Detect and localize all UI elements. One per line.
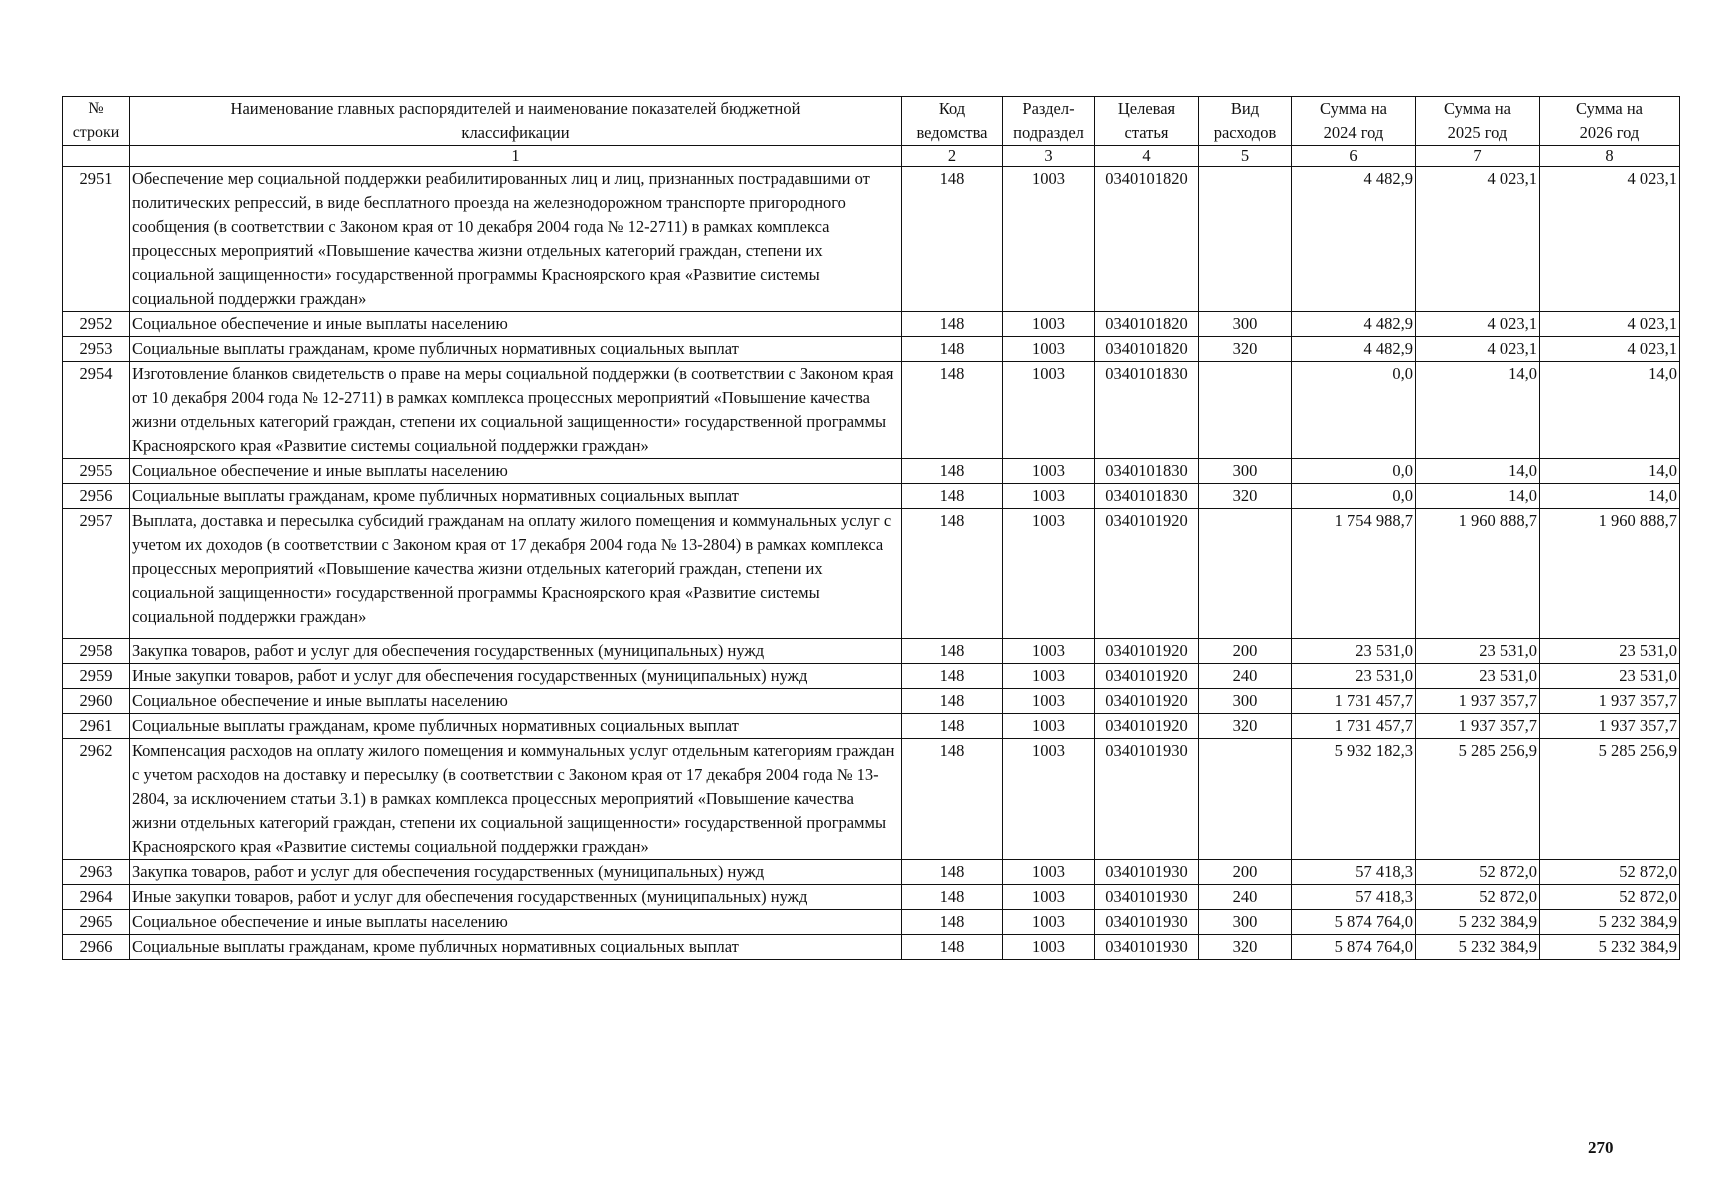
row-sum-2025: 4 023,1	[1416, 312, 1540, 337]
row-number: 2962	[63, 739, 130, 860]
row-dept-code: 148	[902, 509, 1003, 639]
row-target: 0340101920	[1095, 664, 1199, 689]
row-dept-code: 148	[902, 860, 1003, 885]
row-section: 1003	[1003, 639, 1095, 664]
row-sum-2025: 1 937 357,7	[1416, 714, 1540, 739]
row-section: 1003	[1003, 689, 1095, 714]
row-sum-2025: 5 232 384,9	[1416, 910, 1540, 935]
row-section: 1003	[1003, 860, 1095, 885]
row-expense-type: 200	[1199, 860, 1292, 885]
row-section: 1003	[1003, 484, 1095, 509]
row-name: Иные закупки товаров, работ и услуг для обеспечения государственных (муниципальных) нужд	[130, 664, 902, 689]
row-name: Социальное обеспечение и иные выплаты населению	[130, 910, 902, 935]
row-sum-2026: 52 872,0	[1540, 860, 1680, 885]
row-dept-code: 148	[902, 362, 1003, 459]
row-name: Закупка товаров, работ и услуг для обеспечения государственных (муниципальных) нужд	[130, 639, 902, 664]
row-expense-type	[1199, 362, 1292, 459]
header-row-no: № строки	[63, 97, 130, 146]
row-dept-code: 148	[902, 484, 1003, 509]
column-number	[63, 146, 130, 167]
row-number: 2958	[63, 639, 130, 664]
row-sum-2025: 5 232 384,9	[1416, 935, 1540, 960]
row-expense-type: 200	[1199, 639, 1292, 664]
table-row	[63, 639, 1680, 664]
row-sum-2026: 1 937 357,7	[1540, 689, 1680, 714]
table-row	[63, 167, 1680, 312]
row-number: 2960	[63, 689, 130, 714]
row-sum-2026: 1 960 888,7	[1540, 509, 1680, 639]
row-sum-2025: 14,0	[1416, 362, 1540, 459]
row-name: Социальные выплаты гражданам, кроме публичных нормативных социальных выплат	[130, 484, 902, 509]
table-row	[63, 312, 1680, 337]
row-dept-code: 148	[902, 935, 1003, 960]
table-row	[63, 509, 1680, 639]
row-dept-code: 148	[902, 664, 1003, 689]
row-sum-2025: 4 023,1	[1416, 337, 1540, 362]
row-name: Иные закупки товаров, работ и услуг для обеспечения государственных (муниципальных) нужд	[130, 885, 902, 910]
row-sum-2025: 5 285 256,9	[1416, 739, 1540, 860]
row-sum-2026: 5 232 384,9	[1540, 935, 1680, 960]
row-number: 2954	[63, 362, 130, 459]
row-sum-2025: 52 872,0	[1416, 860, 1540, 885]
row-target: 0340101930	[1095, 860, 1199, 885]
row-name: Компенсация расходов на оплату жилого помещения и коммунальных услуг отдельным категориям граждан с учетом расходов на доставку и пересылку (в соответствии с Законом края от 17 декабря 2004 года № 13-2804, за исключением статьи 3.1) в рамках комплекса процессных мероприятий «Повышение качества жизни отдельных категорий граждан, степени их социальной защищенности» государственной программы Красноярского края «Развитие системы социальной поддержки граждан»	[130, 739, 902, 860]
row-section: 1003	[1003, 885, 1095, 910]
row-target: 0340101930	[1095, 935, 1199, 960]
row-name: Изготовление бланков свидетельств о праве на меры социальной поддержки (в соответствии с Законом края от 10 декабря 2004 года № 12-2711) в рамках комплекса процессных мероприятий «Повышение качества жизни отдельных категорий граждан, степени их социальной защищенности» государственной программы Красноярского края «Развитие системы социальной поддержки граждан»	[130, 362, 902, 459]
row-target: 0340101830	[1095, 459, 1199, 484]
row-section: 1003	[1003, 167, 1095, 312]
row-name: Социальные выплаты гражданам, кроме публичных нормативных социальных выплат	[130, 337, 902, 362]
row-name: Закупка товаров, работ и услуг для обеспечения государственных (муниципальных) нужд	[130, 860, 902, 885]
row-sum-2024: 23 531,0	[1292, 664, 1416, 689]
row-section: 1003	[1003, 312, 1095, 337]
row-number: 2965	[63, 910, 130, 935]
row-sum-2026: 4 023,1	[1540, 312, 1680, 337]
row-dept-code: 148	[902, 714, 1003, 739]
row-sum-2025: 1 937 357,7	[1416, 689, 1540, 714]
row-expense-type: 320	[1199, 337, 1292, 362]
row-section: 1003	[1003, 739, 1095, 860]
header-sum-2026: Сумма на 2026 год	[1540, 97, 1680, 146]
row-target: 0340101930	[1095, 885, 1199, 910]
row-sum-2024: 57 418,3	[1292, 860, 1416, 885]
row-sum-2024: 4 482,9	[1292, 337, 1416, 362]
row-dept-code: 148	[902, 885, 1003, 910]
row-dept-code: 148	[902, 739, 1003, 860]
row-sum-2025: 52 872,0	[1416, 885, 1540, 910]
row-name: Выплата, доставка и пересылка субсидий гражданам на оплату жилого помещения и коммунальных услуг с учетом их доходов (в соответствии с Законом края от 17 декабря 2004 года № 13-2804) в рамках комплекса процессных мероприятий «Повышение качества жизни отдельных категорий граждан, степени их социальной защищенности» государственной программы Красноярского края «Развитие системы социальной поддержки граждан»	[130, 509, 902, 639]
header-sum-2025: Сумма на 2025 год	[1416, 97, 1540, 146]
row-expense-type: 300	[1199, 459, 1292, 484]
row-sum-2024: 5 932 182,3	[1292, 739, 1416, 860]
header-sum-2024: Сумма на 2024 год	[1292, 97, 1416, 146]
column-number: 1	[130, 146, 902, 167]
row-target: 0340101820	[1095, 167, 1199, 312]
table-row	[63, 910, 1680, 935]
row-sum-2025: 14,0	[1416, 459, 1540, 484]
row-section: 1003	[1003, 935, 1095, 960]
row-section: 1003	[1003, 509, 1095, 639]
row-section: 1003	[1003, 337, 1095, 362]
row-sum-2024: 1 731 457,7	[1292, 714, 1416, 739]
row-section: 1003	[1003, 362, 1095, 459]
row-name: Социальное обеспечение и иные выплаты населению	[130, 689, 902, 714]
row-sum-2025: 14,0	[1416, 484, 1540, 509]
header-expense-type: Вид расходов	[1199, 97, 1292, 146]
row-dept-code: 148	[902, 689, 1003, 714]
row-sum-2024: 0,0	[1292, 484, 1416, 509]
table-row	[63, 739, 1680, 860]
table-row	[63, 935, 1680, 960]
row-number: 2963	[63, 860, 130, 885]
row-sum-2026: 4 023,1	[1540, 337, 1680, 362]
column-number: 8	[1540, 146, 1680, 167]
column-number: 4	[1095, 146, 1199, 167]
row-sum-2024: 4 482,9	[1292, 167, 1416, 312]
row-sum-2025: 1 960 888,7	[1416, 509, 1540, 639]
row-number: 2966	[63, 935, 130, 960]
row-sum-2024: 0,0	[1292, 459, 1416, 484]
column-number: 7	[1416, 146, 1540, 167]
table-row	[63, 689, 1680, 714]
row-sum-2026: 14,0	[1540, 362, 1680, 459]
column-number: 2	[902, 146, 1003, 167]
row-target: 0340101930	[1095, 739, 1199, 860]
row-sum-2025: 4 023,1	[1416, 167, 1540, 312]
row-sum-2024: 23 531,0	[1292, 639, 1416, 664]
row-name: Социальное обеспечение и иные выплаты населению	[130, 312, 902, 337]
table-row	[63, 714, 1680, 739]
row-sum-2024: 0,0	[1292, 362, 1416, 459]
row-target: 0340101920	[1095, 689, 1199, 714]
column-number: 5	[1199, 146, 1292, 167]
row-target: 0340101830	[1095, 362, 1199, 459]
row-section: 1003	[1003, 664, 1095, 689]
row-sum-2026: 52 872,0	[1540, 885, 1680, 910]
row-sum-2026: 1 937 357,7	[1540, 714, 1680, 739]
row-sum-2024: 5 874 764,0	[1292, 910, 1416, 935]
row-number: 2952	[63, 312, 130, 337]
header-name: Наименование главных распорядителей и наименование показателей бюджетной классификации	[130, 97, 902, 146]
header-target: Целевая статья	[1095, 97, 1199, 146]
row-target: 0340101830	[1095, 484, 1199, 509]
row-number: 2951	[63, 167, 130, 312]
header-row	[63, 97, 1680, 146]
row-expense-type: 320	[1199, 935, 1292, 960]
table-row	[63, 860, 1680, 885]
row-expense-type: 240	[1199, 885, 1292, 910]
row-expense-type: 320	[1199, 714, 1292, 739]
row-expense-type: 300	[1199, 312, 1292, 337]
row-expense-type: 240	[1199, 664, 1292, 689]
row-number: 2959	[63, 664, 130, 689]
row-target: 0340101820	[1095, 337, 1199, 362]
table-row	[63, 885, 1680, 910]
row-name: Обеспечение мер социальной поддержки реабилитированных лиц и лиц, признанных пострадавшими от политических репрессий, в виде бесплатного проезда на железнодорожном транспорте пригородного сообщения (в соответствии с Законом края от 10 декабря 2004 года № 12-2711) в рамках комплекса процессных мероприятий «Повышение качества жизни отдельных категорий граждан, степени их социальной защищенности» государственной программы Красноярского края «Развитие системы социальной поддержки граждан»	[130, 167, 902, 312]
row-sum-2024: 1 754 988,7	[1292, 509, 1416, 639]
row-number: 2955	[63, 459, 130, 484]
row-sum-2025: 23 531,0	[1416, 639, 1540, 664]
row-target: 0340101920	[1095, 639, 1199, 664]
row-dept-code: 148	[902, 167, 1003, 312]
header-section: Раздел- подраздел	[1003, 97, 1095, 146]
table-row	[63, 459, 1680, 484]
row-name: Социальные выплаты гражданам, кроме публичных нормативных социальных выплат	[130, 935, 902, 960]
row-number: 2953	[63, 337, 130, 362]
row-target: 0340101930	[1095, 910, 1199, 935]
row-sum-2024: 5 874 764,0	[1292, 935, 1416, 960]
row-target: 0340101820	[1095, 312, 1199, 337]
row-dept-code: 148	[902, 459, 1003, 484]
row-dept-code: 148	[902, 639, 1003, 664]
column-number: 3	[1003, 146, 1095, 167]
row-sum-2024: 57 418,3	[1292, 885, 1416, 910]
row-expense-type	[1199, 739, 1292, 860]
row-sum-2026: 23 531,0	[1540, 664, 1680, 689]
row-number: 2964	[63, 885, 130, 910]
row-name: Социальное обеспечение и иные выплаты населению	[130, 459, 902, 484]
table-row	[63, 337, 1680, 362]
row-number: 2956	[63, 484, 130, 509]
row-target: 0340101920	[1095, 714, 1199, 739]
row-dept-code: 148	[902, 312, 1003, 337]
page-number: 270	[1588, 1138, 1614, 1157]
row-sum-2025: 23 531,0	[1416, 664, 1540, 689]
table-row	[63, 484, 1680, 509]
row-sum-2026: 5 285 256,9	[1540, 739, 1680, 860]
table-row	[63, 362, 1680, 459]
row-expense-type	[1199, 509, 1292, 639]
row-name: Социальные выплаты гражданам, кроме публичных нормативных социальных выплат	[130, 714, 902, 739]
column-number: 6	[1292, 146, 1416, 167]
row-sum-2026: 23 531,0	[1540, 639, 1680, 664]
row-expense-type: 300	[1199, 689, 1292, 714]
row-sum-2024: 1 731 457,7	[1292, 689, 1416, 714]
row-number: 2961	[63, 714, 130, 739]
row-expense-type: 300	[1199, 910, 1292, 935]
row-target: 0340101920	[1095, 509, 1199, 639]
row-sum-2024: 4 482,9	[1292, 312, 1416, 337]
row-expense-type: 320	[1199, 484, 1292, 509]
row-sum-2026: 14,0	[1540, 459, 1680, 484]
row-section: 1003	[1003, 910, 1095, 935]
row-number: 2957	[63, 509, 130, 639]
row-expense-type	[1199, 167, 1292, 312]
table-row	[63, 664, 1680, 689]
row-dept-code: 148	[902, 337, 1003, 362]
row-dept-code: 148	[902, 910, 1003, 935]
column-number-row	[63, 146, 1680, 167]
row-sum-2026: 4 023,1	[1540, 167, 1680, 312]
row-section: 1003	[1003, 459, 1095, 484]
row-section: 1003	[1003, 714, 1095, 739]
header-dept-code: Код ведомства	[902, 97, 1003, 146]
row-sum-2026: 5 232 384,9	[1540, 910, 1680, 935]
budget-table	[62, 96, 1680, 960]
row-sum-2026: 14,0	[1540, 484, 1680, 509]
